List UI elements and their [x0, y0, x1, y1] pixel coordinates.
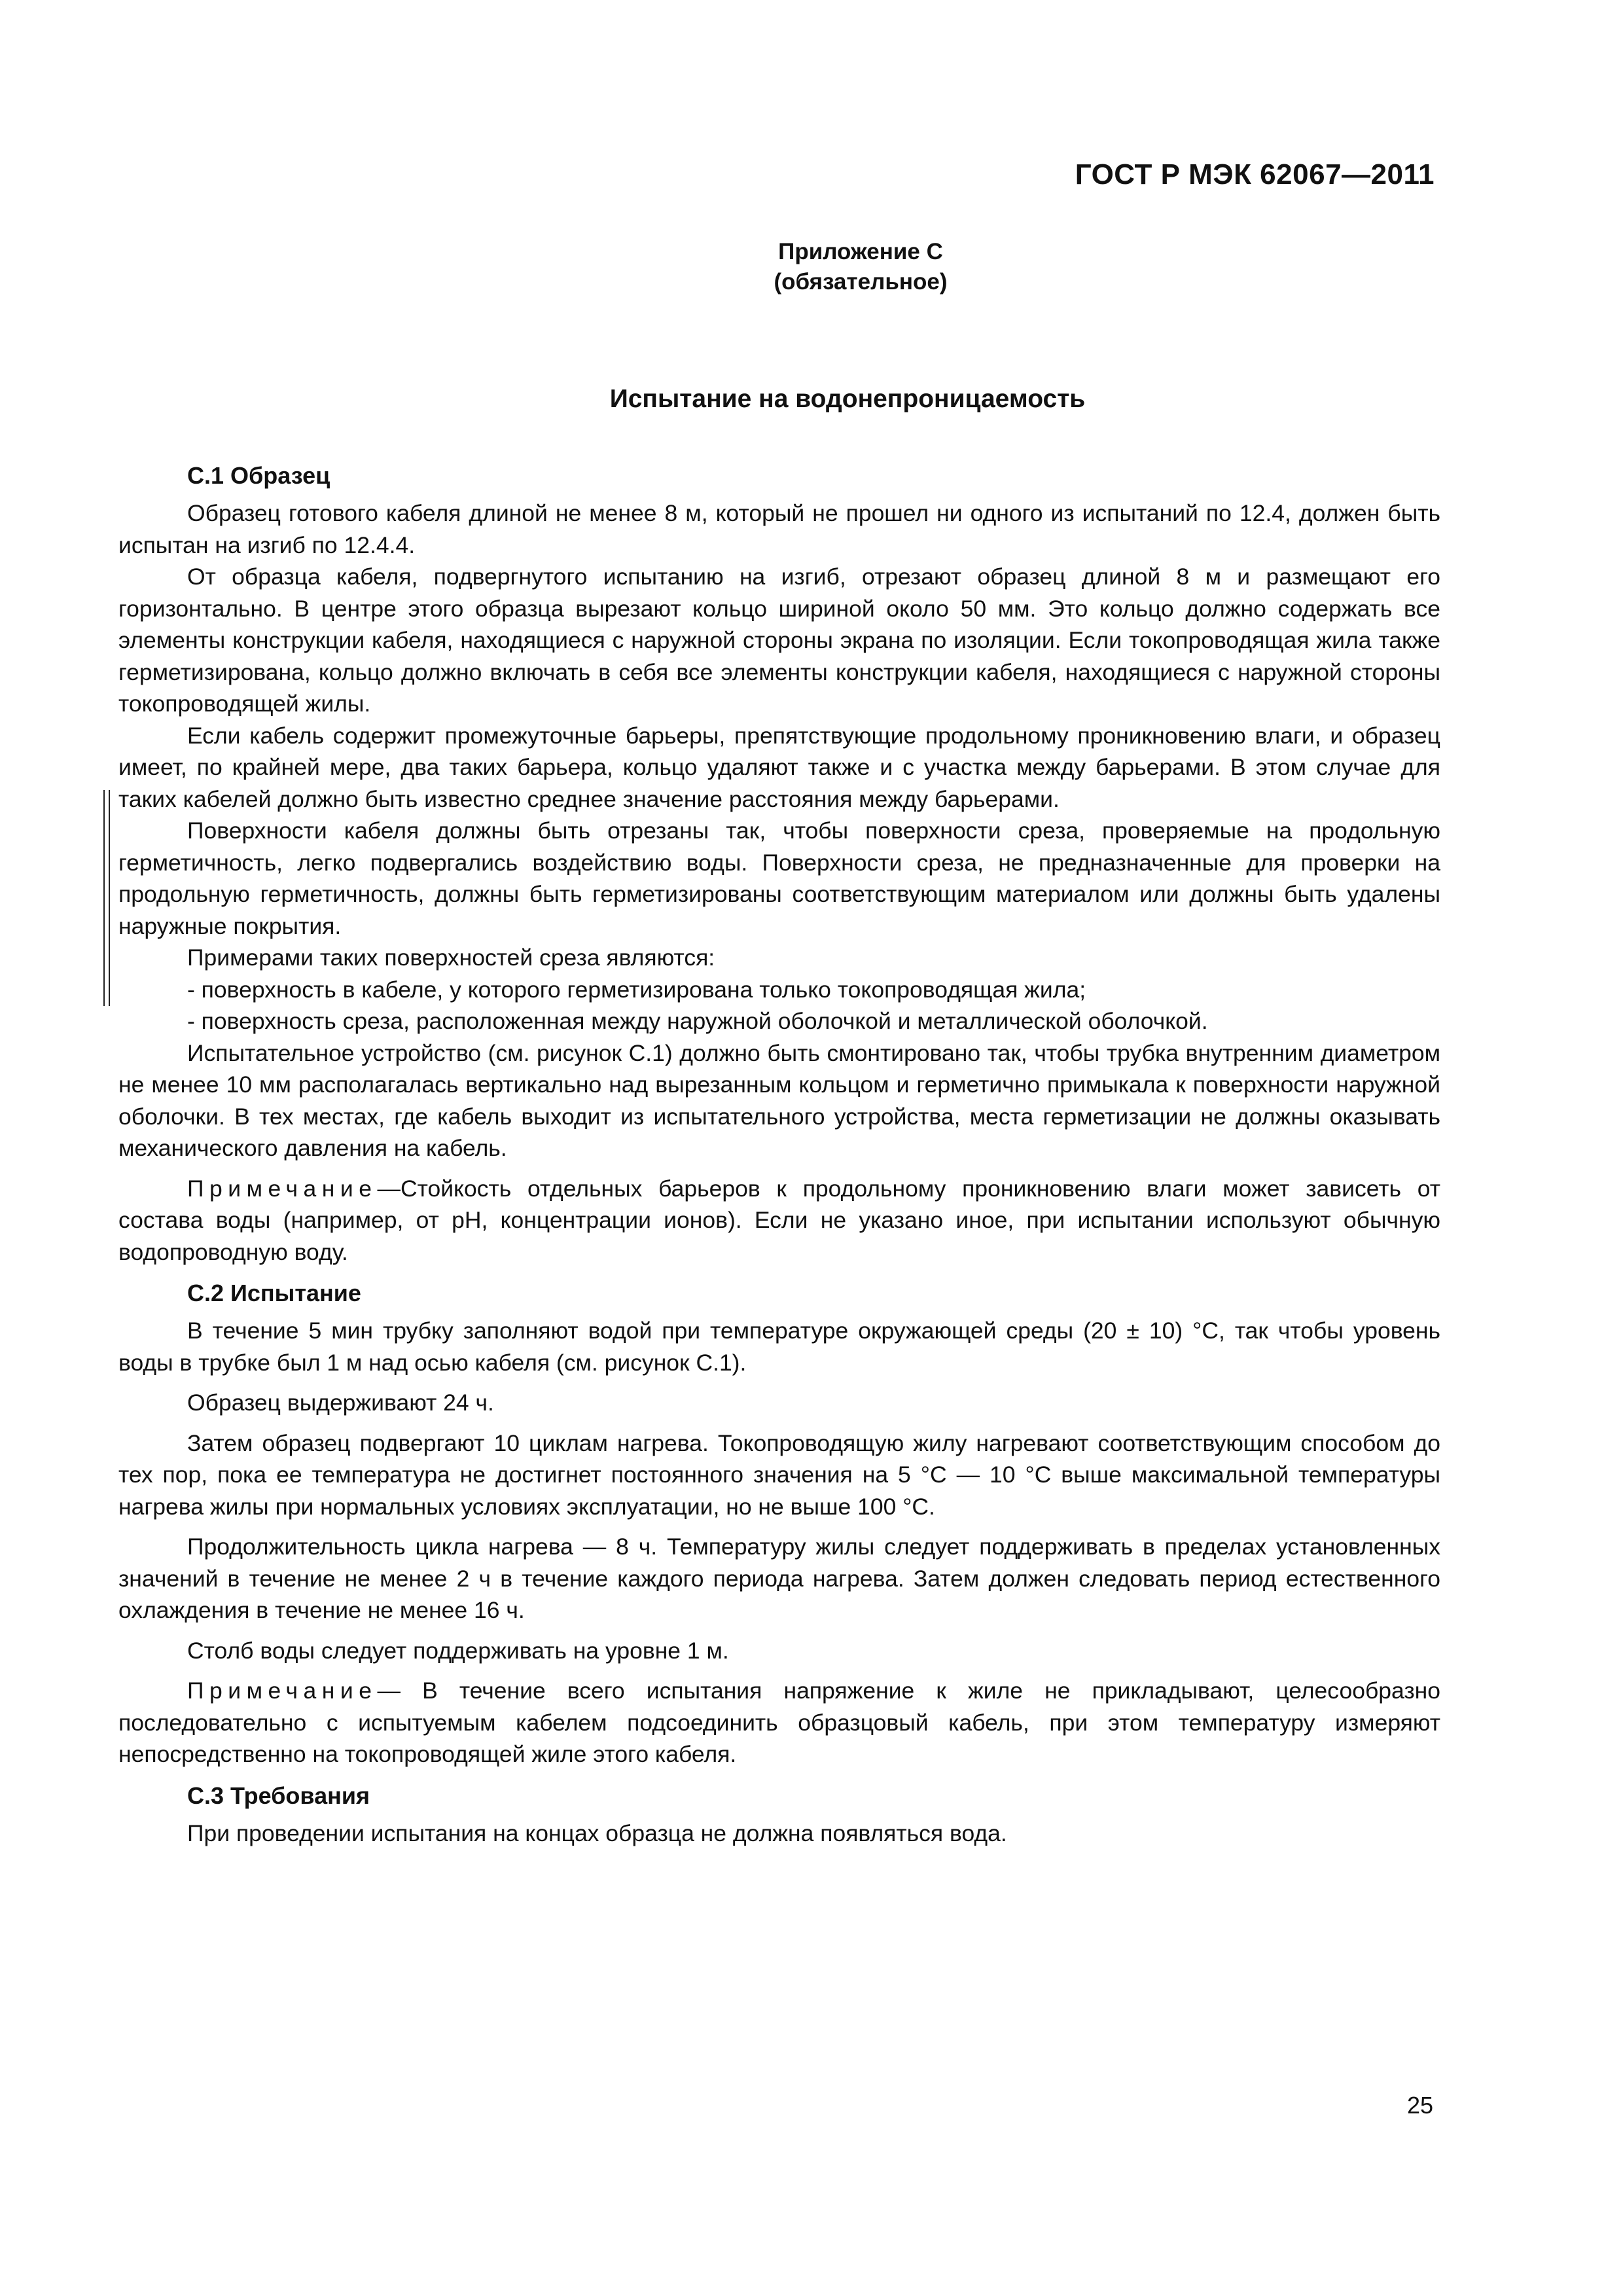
paragraph: В течение 5 мин трубку заполняют водой при температуре окружающей среды (20 ± 10) °С, так чтобы уровень воды в трубке был 1 м над осью кабеля (см. рисунок С.1). [118, 1318, 1440, 1376]
paragraph: При проведении испытания на концах образца не должна появляться вода. [187, 1820, 1007, 1846]
paragraph: Образец выдерживают 24 ч. [187, 1390, 494, 1416]
paragraph: Столб воды следует поддерживать на уровне 1 м. [187, 1637, 729, 1664]
paragraph: Примерами таких поверхностей среза являются: [187, 944, 715, 971]
subsection-heading-c3: С.3 Требования [187, 1782, 370, 1809]
note-text: — В течение всего испытания напряжение к жиле не прикладывают, целесообразно последовательно с испытуемым кабелем подсоединить образцовый кабель, при этом температуру измеряют непосредственно на токопроводящей жиле этого кабеля. [118, 1677, 1440, 1767]
list-item: - поверхность среза, расположенная между наружной оболочкой и металлической оболочкой. [187, 1008, 1208, 1034]
note-label: Примечание [187, 1677, 378, 1704]
paragraph: От образца кабеля, подвергнутого испытанию на изгиб, отрезают образец длиной 8 м и размещают его горизонтально. В центре этого образца вырезают кольцо шириной около 50 мм. Это кольцо должно содержать все элементы конструкции кабеля, находящиеся с наружной стороны экрана по изоляции. Если токопроводящая жила также герметизирована, кольцо должно включать в себя все элементы конструкции кабеля, находящиеся с наружной стороны токопроводящей жилы. [118, 564, 1440, 717]
subsection-heading-c1: С.1 Образец [187, 462, 330, 489]
note [118, 1173, 1440, 1268]
document-code: ГОСТ Р МЭК 62067—2011 [1075, 158, 1435, 190]
change-bar [103, 790, 110, 1006]
paragraph: Продолжительность цикла нагрева — 8 ч. Температуру жилы следует поддерживать в пределах установленных значений в течение не менее 2 ч в течение каждого периода нагрева. Затем должен следовать период естественного охлаждения в течение не менее 16 ч. [118, 1534, 1440, 1623]
list-item: - поверхность в кабеле, у которого герметизирована только токопроводящая жила; [187, 976, 1086, 1003]
appendix-status: (обязательное) [774, 269, 948, 295]
paragraph: Поверхности кабеля должны быть отрезаны так, чтобы поверхности среза, проверяемые на продольную герметичность, легко подвергались воздействию воды. Поверхности среза, не предназначенные для проверки на продольную герметичность, должны быть герметизированы соответствующим материалом или должны быть удалены наружные покрытия. [118, 817, 1440, 939]
appendix-title: Приложение С [778, 239, 943, 264]
appendix-heading [0, 237, 1623, 297]
paragraph: Испытательное устройство (см. рисунок С.1) должно быть смонтировано так, чтобы трубка внутренним диаметром не менее 10 мм располагалась вертикально над вырезанным кольцом и герметично примыкала к поверхности наружной оболочки. В тех местах, где кабель выходит из испытательного устройства, места герметизации не должны оказывать механического давления на кабель. [118, 1039, 1440, 1161]
paragraph: Затем образец подвергают 10 циклам нагрева. Токопроводящую жилу нагревают соответствующим способом до тех пор, пока ее температура не достигнет постоянного значения на 5 °С — 10 °С выше максимальной температуры нагрева жилы при нормальных условиях эксплуатации, но не выше 100 °С. [118, 1429, 1440, 1520]
section-title: Испытание на водонепроницаемость [609, 385, 1086, 413]
subsection-heading-c2: С.2 Испытание [187, 1280, 361, 1306]
note [118, 1675, 1440, 1770]
paragraph: Если кабель содержит промежуточные барьеры, препятствующие продольному проникновению влаги, и образец имеет, по крайней мере, два таких барьера, кольцо удаляют также и с участка между барьерами. В этом случае для таких кабелей должно быть известно среднее значение расстояния между барьерами. [118, 722, 1440, 812]
document-body [118, 456, 1440, 1849]
paragraph: Образец готового кабеля длиной не менее 8 м, который не прошел ни одного из испытаний по 12.4, должен быть испытан на изгиб по 12.4.4. [118, 500, 1440, 558]
note-text: —Стойкость отдельных барьеров к продольному проникновению влаги может зависеть от состава воды (например, от рН, концентрации ионов). Если не указано иное, при испытании используют обычную водопроводную воду. [118, 1175, 1440, 1265]
page-number: 25 [1406, 2092, 1433, 2119]
note-label: Примечание [187, 1175, 378, 1202]
